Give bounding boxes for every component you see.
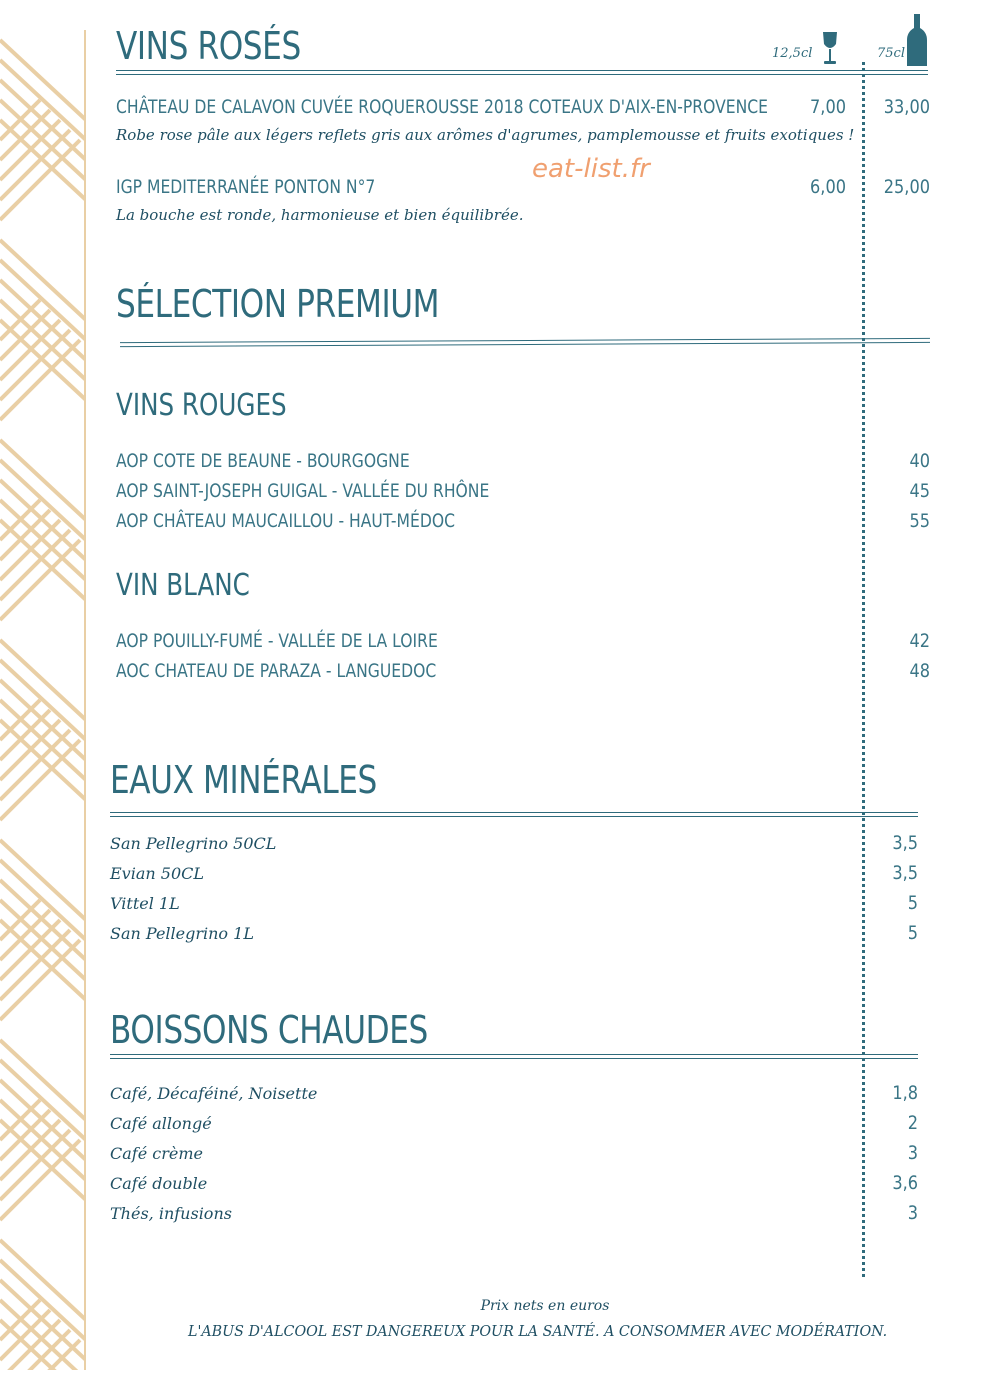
price: 3,6 xyxy=(892,1172,918,1194)
price: 55 xyxy=(909,510,930,532)
price-glass: 7,00 xyxy=(810,96,846,118)
wine-glass-icon xyxy=(820,30,840,68)
price: 1,8 xyxy=(892,1082,918,1104)
subsection-title-vin-blanc: VIN BLANC xyxy=(116,568,250,603)
price-glass: 6,00 xyxy=(810,176,846,198)
wine-name: AOP COTE DE BEAUNE - BOURGOGNE xyxy=(116,450,410,472)
section-title-boissons-chaudes: BOISSONS CHAUDES xyxy=(110,1008,428,1052)
wine-name: AOC CHATEAU DE PARAZA - LANGUEDOC xyxy=(116,660,437,682)
drink-name: Evian 50CL xyxy=(110,864,204,883)
price: 40 xyxy=(909,450,930,472)
bottle-size-label: 75cl xyxy=(877,46,905,61)
price: 3 xyxy=(907,1142,918,1164)
price: 2 xyxy=(907,1112,918,1134)
price-bottle: 33,00 xyxy=(883,96,930,118)
drink-name: Café crème xyxy=(110,1144,203,1163)
section-title-selection-premium: SÉLECTION PREMIUM xyxy=(116,282,440,326)
wine-description: Robe rose pâle aux légers reflets gris aux arômes d'agrumes, pamplemousse et fruits exotiques ! xyxy=(116,126,855,144)
glass-size-label: 12,5cl xyxy=(772,46,813,61)
drink-name: Thés, infusions xyxy=(110,1204,232,1223)
wine-name: AOP CHÂTEAU MAUCAILLOU - HAUT-MÉDOC xyxy=(116,510,455,532)
drink-name: Vittel 1L xyxy=(110,894,180,913)
price-bottle: 25,00 xyxy=(883,176,930,198)
wine-description: La bouche est ronde, harmonieuse et bien équilibrée. xyxy=(116,206,524,224)
section-rule xyxy=(116,70,928,75)
section-rule xyxy=(120,338,930,347)
wine-bottle-icon xyxy=(906,12,928,68)
subsection-title-vins-rouges: VINS ROUGES xyxy=(116,388,287,423)
watermark-text: eat-list.fr xyxy=(532,154,650,184)
price: 5 xyxy=(907,922,918,944)
drink-name: Café allongé xyxy=(110,1114,212,1133)
price: 3,5 xyxy=(892,862,918,884)
drink-name: Café double xyxy=(110,1174,208,1193)
wine-name: AOP POUILLY-FUMÉ - VALLÉE DE LA LOIRE xyxy=(116,630,438,652)
section-rule xyxy=(110,812,918,817)
wine-name: AOP SAINT-JOSEPH GUIGAL - VALLÉE DU RHÔNE xyxy=(116,480,490,502)
section-title-eaux-minerales: EAUX MINÉRALES xyxy=(110,758,377,802)
footer-alcohol-warning: L'ABUS D'ALCOOL EST DANGEREUX POUR LA SANTÉ. A CONSOMMER AVEC MODÉRATION. xyxy=(188,1322,888,1340)
footer-price-note: Prix nets en euros xyxy=(480,1298,610,1314)
price: 3,5 xyxy=(892,832,918,854)
drink-name: San Pellegrino 1L xyxy=(110,924,254,943)
wine-name: CHÂTEAU DE CALAVON CUVÉE ROQUEROUSSE 2018 COTEAUX D'AIX-EN-PROVENCE xyxy=(116,96,769,118)
price: 42 xyxy=(909,630,930,652)
drink-name: Café, Décaféiné, Noisette xyxy=(110,1084,318,1103)
price: 48 xyxy=(909,660,930,682)
section-title-vins-roses: VINS ROSÉS xyxy=(116,24,301,68)
decorative-chevron-pattern xyxy=(0,30,86,1370)
drink-name: San Pellegrino 50CL xyxy=(110,834,277,853)
section-rule xyxy=(110,1054,918,1059)
price: 45 xyxy=(909,480,930,502)
price: 3 xyxy=(907,1202,918,1224)
price: 5 xyxy=(907,892,918,914)
wine-name: IGP MEDITERRANÉE PONTON N°7 xyxy=(116,176,376,198)
